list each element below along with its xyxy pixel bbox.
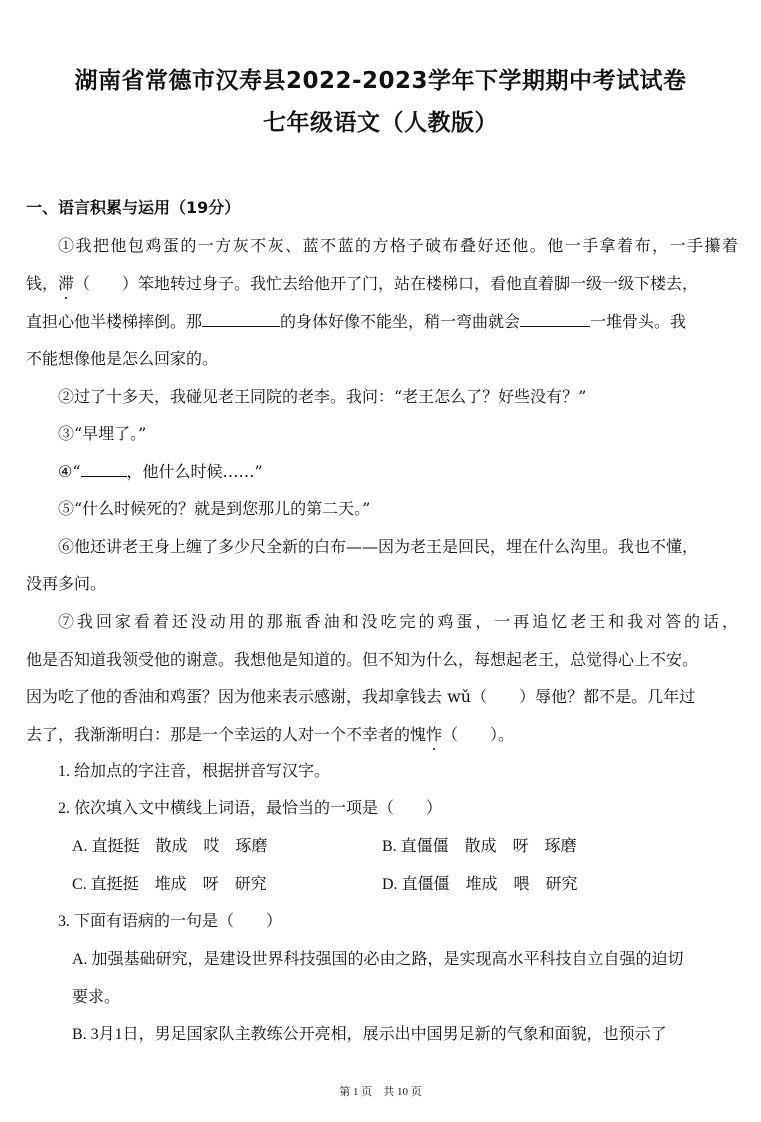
- passage-line: ⑤“什么时候死的？就是到您那儿的第二天。”: [58, 499, 371, 518]
- option-a-continuation: 要求。: [72, 989, 121, 1006]
- option-a: A. 加强基础研究，是建设世界科技强国的必由之路，是实现高水平科技自立自强的迫切: [72, 951, 684, 968]
- fill-blank-3: [81, 462, 127, 477]
- section-heading: 一、语言积累与运用（19分）: [26, 198, 241, 217]
- fill-blank-2: [520, 312, 590, 327]
- passage-line: 没再多问。: [26, 574, 107, 593]
- passage-line: 直担心他半楼梯摔倒。那 的身体好像不能坐，稍一弯曲就会 一堆骨头。我: [26, 312, 687, 331]
- fill-blank-1: [202, 312, 280, 327]
- passage-line: ②过了十多天，我碰见老王同院的老李。我问：“老王怎么了？好些没有？”: [58, 387, 587, 406]
- passage-line: ①我把他包鸡蛋的一方灰不灰、蓝不蓝的方格子破布叠好还他。他一手拿着布，一手攥着: [58, 236, 738, 255]
- passage-line: 去了，我渐渐明白：那是一个幸运的人对一个不幸者的愧怍（ ）。: [26, 725, 515, 744]
- question-3: 3. 下面有语病的一句是（ ）: [58, 913, 283, 930]
- question-1: 1. 给加点的字注音，根据拼音写汉字。: [58, 763, 331, 780]
- passage-line: ④“ ，他什么时候……”: [58, 462, 263, 481]
- option-d: D. 直僵僵 堆成 喂 研究: [382, 876, 578, 893]
- passage-line: ③“早埋了。”: [58, 424, 147, 443]
- dotted-character: 怍: [426, 725, 443, 744]
- exam-subtitle: 七年级语文（人教版）: [263, 110, 498, 136]
- passage-line: 不能想像他是怎么回家的。: [26, 349, 219, 368]
- question-2: 2. 依次填入文中横线上词语，最恰当的一项是（ ）: [58, 800, 443, 817]
- passage-line: ⑦我回家看着还没动用的那瓶香油和没吃完的鸡蛋，一再追忆老王和我对答的话，: [58, 612, 738, 631]
- option-c: C. 直挺挺 堆成 呀 研究: [72, 876, 267, 893]
- option-a: A. 直挺挺 散成 哎 琢磨: [72, 838, 268, 855]
- page-footer: 第 1 页 共 10 页: [339, 1086, 422, 1098]
- passage-line: 因为吃了他的香油和鸡蛋？因为他来表示感谢，我却拿钱去 wǔ（ ）辱他？都不是。几年过: [26, 687, 696, 706]
- exam-title: 湖南省常德市汉寿县2022-2023学年下学期期中考试试卷: [74, 68, 687, 94]
- passage-line: 钱，滞（ ）笨地转过身子。我忙去给他开了门，站在楼梯口，看他直着脚一级一级下楼去，: [26, 274, 699, 293]
- option-b: B. 3月1日，男足国家队主教练公开亮相，展示出中国男足新的气象和面貌，也预示了: [72, 1026, 667, 1043]
- dotted-character: 滞: [58, 274, 75, 293]
- passage-line: ⑥他还讲老王身上缠了多少尺全新的白布——因为老王是回民，埋在什么沟里。我也不懂，: [58, 537, 699, 556]
- passage-line: 他是否知道我领受他的谢意。我想他是知道的。但不知为什么，每想起老王，总觉得心上不安。: [26, 650, 699, 669]
- option-b: B. 直僵僵 散成 呀 琢磨: [382, 838, 577, 855]
